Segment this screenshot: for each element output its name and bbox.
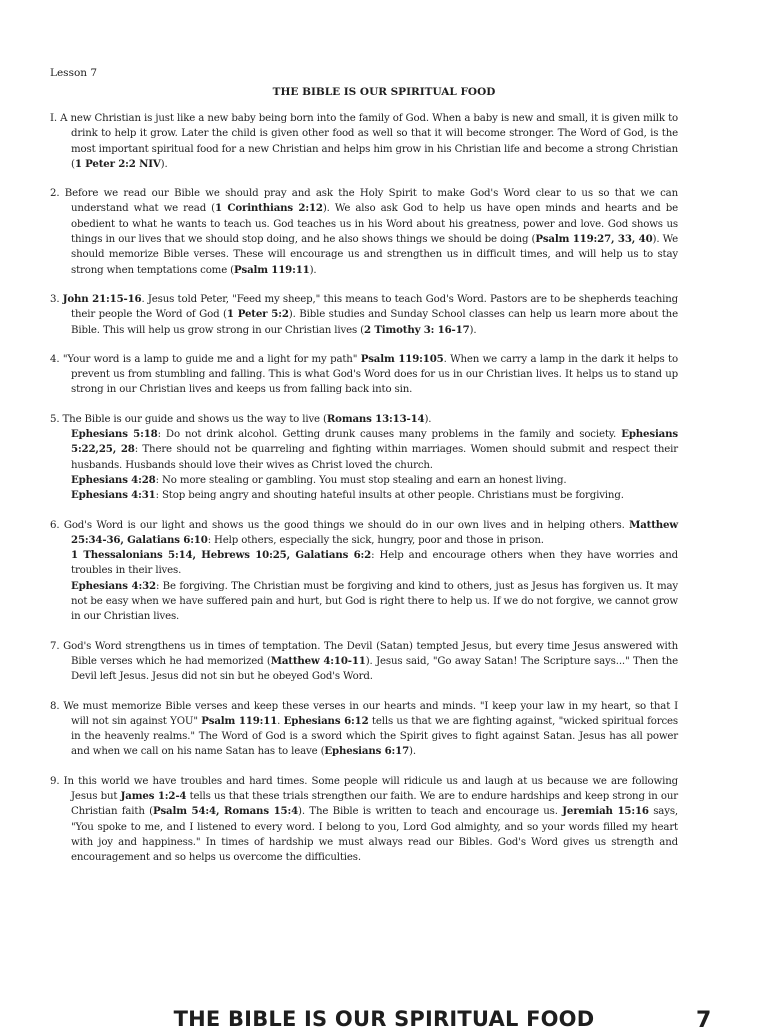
paragraph-subline [50, 548, 678, 579]
paragraph-7 [50, 639, 678, 685]
scripture-reference: James 1:2-4 [120, 789, 187, 802]
text-run: tells us that these trials strengthen our faith. We are to endure hardships and keep strong in our Christian faith ( [71, 790, 678, 818]
scripture-reference: Ephesians 5:22,25, 28 [71, 428, 678, 456]
text-run: ). We should memorize Bible verses. These will encourage us and strengthen us in difficult times, and will help us to stay strong when temptations come ( [71, 234, 678, 276]
scripture-reference: Psalm 119:11 [201, 714, 278, 727]
paragraph-text [50, 352, 678, 398]
text-run: ). The Bible is written to teach and encourage us. [298, 806, 563, 818]
text-run: : Help others, especially the sick, hungry, poor and those in prison. [207, 534, 544, 546]
text-run: . Jesus told Peter, "Feed my sheep," this means to teach God's Word. Pastors are to be shepherds teaching their people the Word of God ( [71, 293, 679, 321]
scripture-reference: Matthew 4:10-11 [270, 654, 366, 667]
scripture-reference: Ephesians 6:12 [283, 714, 369, 727]
paragraph-4 [50, 352, 678, 398]
scripture-reference: Psalm 54:4, Romans 15:4 [152, 805, 299, 818]
paragraph-subline [50, 427, 678, 473]
paragraph-text [50, 639, 678, 685]
text-run: ). [409, 746, 416, 758]
paragraph-8 [50, 699, 678, 760]
text-run: : Do not drink alcohol. Getting drunk causes many problems in the family and society. [157, 429, 622, 441]
scripture-reference: Ephesians 5:18 [71, 428, 158, 441]
scripture-reference: Matthew 25:34-36, Galatians 6:10 [71, 518, 678, 546]
paragraph-2 [50, 186, 678, 278]
text-run: 3. [50, 293, 63, 305]
paragraph-text [50, 699, 678, 760]
paragraph-subline [50, 579, 678, 625]
paragraph-text [50, 412, 678, 427]
text-run: 8. We must memorize Bible verses and keep these verses in our hearts and minds. "I keep your law in my heart, so that I will not sin against YOU" [50, 700, 678, 727]
scripture-reference: Jeremiah 15:16 [562, 805, 649, 818]
scripture-reference: Romans 13:13-14 [326, 412, 425, 425]
text-run: : Help and encourage others when they have worries and troubles in their lives. [71, 550, 678, 577]
text-run: ). Bible studies and Sunday School classes can help us learn more about the Bible. This will help us grow strong in our Christian lives ( [71, 309, 678, 336]
text-run: : Be forgiving. The Christian must be forgiving and kind to others, just as Jesus has forgiven us. It may not be easy when we have suffered pain and hurt, but God is right there to help us. If we do not forgive, we cannot grow in our Christian lives. [71, 580, 678, 623]
scripture-reference: Psalm 119:11 [233, 263, 310, 276]
text-run: ). We also ask God to help us have open minds and hearts and be obedient to what he wants to teach us. God teaches us in his Word about his greatness, power and love. God shows us things in our lives that we should stop doing, and he also shows things we should be doing ( [71, 203, 678, 246]
text-run: : There should not be quarreling and fighting within marriages. Women should submit and respect their husbands. Husbands should love their wives as Christ loved the church. [71, 444, 678, 471]
scripture-reference: Ephesians 4:28 [71, 473, 156, 486]
scripture-reference: Ephesians 6:17 [324, 745, 410, 758]
page-title: THE BIBLE IS OUR SPIRITUAL FOOD [272, 86, 496, 98]
text-run: 2. Before we read our Bible we should pray and ask the Holy Spirit to make God's Word clear to us so that we can understand what we read ( [50, 188, 678, 215]
paragraph-5 [50, 412, 678, 504]
scripture-reference: 1 Corinthians 2:12 [215, 202, 323, 215]
text-run: tells us that we are fighting against, "wicked spiritual forces in the heavenly realms." The Word of God is a sword which the Spirit gives to fight against Satan. Jesus has all power and when we call on his name Satan has to leave ( [71, 715, 678, 758]
paragraph-text [50, 774, 678, 866]
scripture-reference: John 21:15-16 [62, 292, 142, 305]
paragraph-1 [50, 111, 678, 172]
scripture-reference: Ephesians 4:32 [71, 579, 156, 592]
scripture-reference: 1 Peter 2:2 NIV [74, 157, 161, 170]
paragraph-subline [50, 473, 678, 488]
text-run: 7. God's Word strengthens us in times of temptation. The Devil (Satan) tempted Jesus, but every time Jesus answered with Bible verses which he had memorized ( [50, 640, 678, 667]
paragraph-9 [50, 774, 678, 866]
text-run: . [277, 715, 284, 727]
scripture-reference: Psalm 119:105 [360, 352, 444, 365]
paragraph-subline [50, 488, 678, 503]
footer-title: THE BIBLE IS OUR SPIRITUAL FOOD [173, 1007, 595, 1031]
text-run: ). [424, 413, 432, 425]
lesson-body [50, 111, 678, 879]
scripture-reference: Ephesians 4:31 [71, 489, 156, 502]
page-number: 7 [696, 1008, 712, 1033]
text-run: : No more stealing or gambling. You must stop stealing and earn an honest living. [155, 474, 567, 486]
paragraph-text [50, 111, 678, 172]
paragraph-text [50, 186, 678, 278]
text-run: ). Jesus said, "Go away Satan! The Scripture says..." Then the Devil left Jesus. Jesus did not sin but he obeyed God's Word. [71, 655, 678, 683]
scripture-reference: 2 Timothy 3: 16-17 [364, 323, 470, 336]
text-run: 9. In this world we have troubles and hard times. Some people will ridicule us and laugh at us because we are following Jesus but [50, 775, 678, 802]
paragraph-6 [50, 518, 678, 625]
text-run: says, "You spoke to me, and I listened to every word. I belong to you, Lord God almighty, and so your words filled my heart with joy and happiness." In times of hardship we must always read our Bibles. God's Word gives us strength and encouragement and so helps us overcome the difficulties. [71, 806, 679, 864]
paragraph-text [50, 518, 678, 549]
paragraph-3 [50, 292, 678, 338]
text-run: ). [469, 324, 477, 336]
text-run: ). [309, 264, 317, 276]
text-run: : Stop being angry and shouting hateful insults at other people. Christians must be forgiving. [155, 490, 624, 502]
text-run: . When we carry a lamp in the dark it helps to prevent us from stumbling and falling. This is what God's Word does for us in our Christian lives. It helps us to stand up strong in our Christian lives and keeps us from falling back into sin. [71, 353, 678, 396]
scripture-reference: 1 Peter 5:2 [226, 308, 289, 321]
text-run: 4. "Your word is a lamp to guide me and a light for my path" [50, 353, 361, 365]
text-run: ). [160, 158, 168, 170]
lesson-label: Lesson 7 [50, 67, 98, 79]
text-run: 5. The Bible is our guide and shows us the way to live ( [50, 413, 327, 425]
text-run: 6. God's Word is our light and shows us the good things we should do in our own lives and in helping others. [50, 519, 630, 531]
scripture-reference: 1 Thessalonians 5:14, Hebrews 10:25, Galatians 6:2 [71, 549, 372, 562]
text-run: I. A new Christian is just like a new baby being born into the family of God. When a baby is new and small, it is given milk to drink to help it grow. Later the child is given other food as well so that it will become stronger. The Word of God, is the most important spiritual food for a new Christian and helps him grow in his Christian life and become a strong Christian ( [50, 113, 678, 170]
paragraph-text [50, 292, 678, 338]
scripture-reference: Psalm 119:27, 33, 40 [535, 233, 653, 246]
